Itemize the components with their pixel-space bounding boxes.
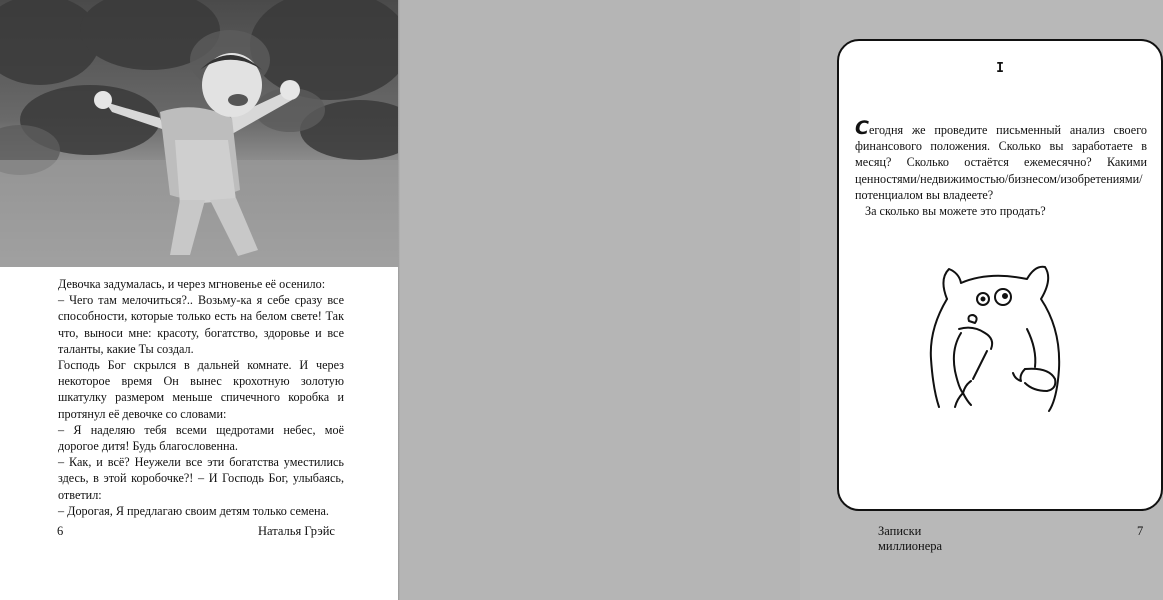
card-body-text [855,117,1147,219]
right-page-number: 7 [1137,524,1144,538]
drop-cap: С [855,117,869,139]
card-heading: I [996,61,1004,76]
paragraph: – Я наделяю тебя всеми щедротами небес, моё дорогое дитя! Будь благословенна. [58,422,344,454]
exercise-card [837,39,1163,511]
left-running-head: Наталья Грэйс [258,524,335,538]
paragraph: Господь Бог скрылся в дальней комнате. И через некоторое время Он вынес крохотную золотую шкатулку размером меньше спичечного коробка и протянул её девочке со словами: [58,358,344,421]
right-running-head: Записки миллионера [878,524,943,553]
paragraph: – Чего там мелочиться?.. Возьму-ка я себе сразу все способности, которые только есть на белом свете! Так что, выноси мне: красоту, богатство, здоровье и все таланты, какие Ты создал. [58,293,344,356]
card-paragraph-text: егодня же проведите письменный анализ своего финансового положения. Сколько вы заработаете в месяц? Сколько остаётся ежемесячно? Какими ценностями/недвижимостью/бизнесом/изобретениями/потенциалом вы владеете? [855,123,1147,202]
paragraph: Девочка задумалась, и через мгновенье её осенило: [58,277,326,291]
left-page-body-text [58,276,344,519]
running-child-photo [0,0,400,267]
card-paragraph [855,117,1147,203]
thinking-creature-drawing [909,259,1089,417]
left-page [0,0,400,600]
right-page [400,0,1147,600]
paragraph: – Дорогая, Я предлагаю своим детям только семена. [58,503,329,518]
photo-illustration [0,0,400,267]
left-page-number: 6 [57,524,64,538]
paragraph: – Как, и всё? Неужели все эти богатства уместились здесь, в этой коробочке?! – И Господь Бог, улыбаясь, ответил: [58,455,344,502]
card-paragraph: За сколько вы можете это продать? [865,204,1046,219]
